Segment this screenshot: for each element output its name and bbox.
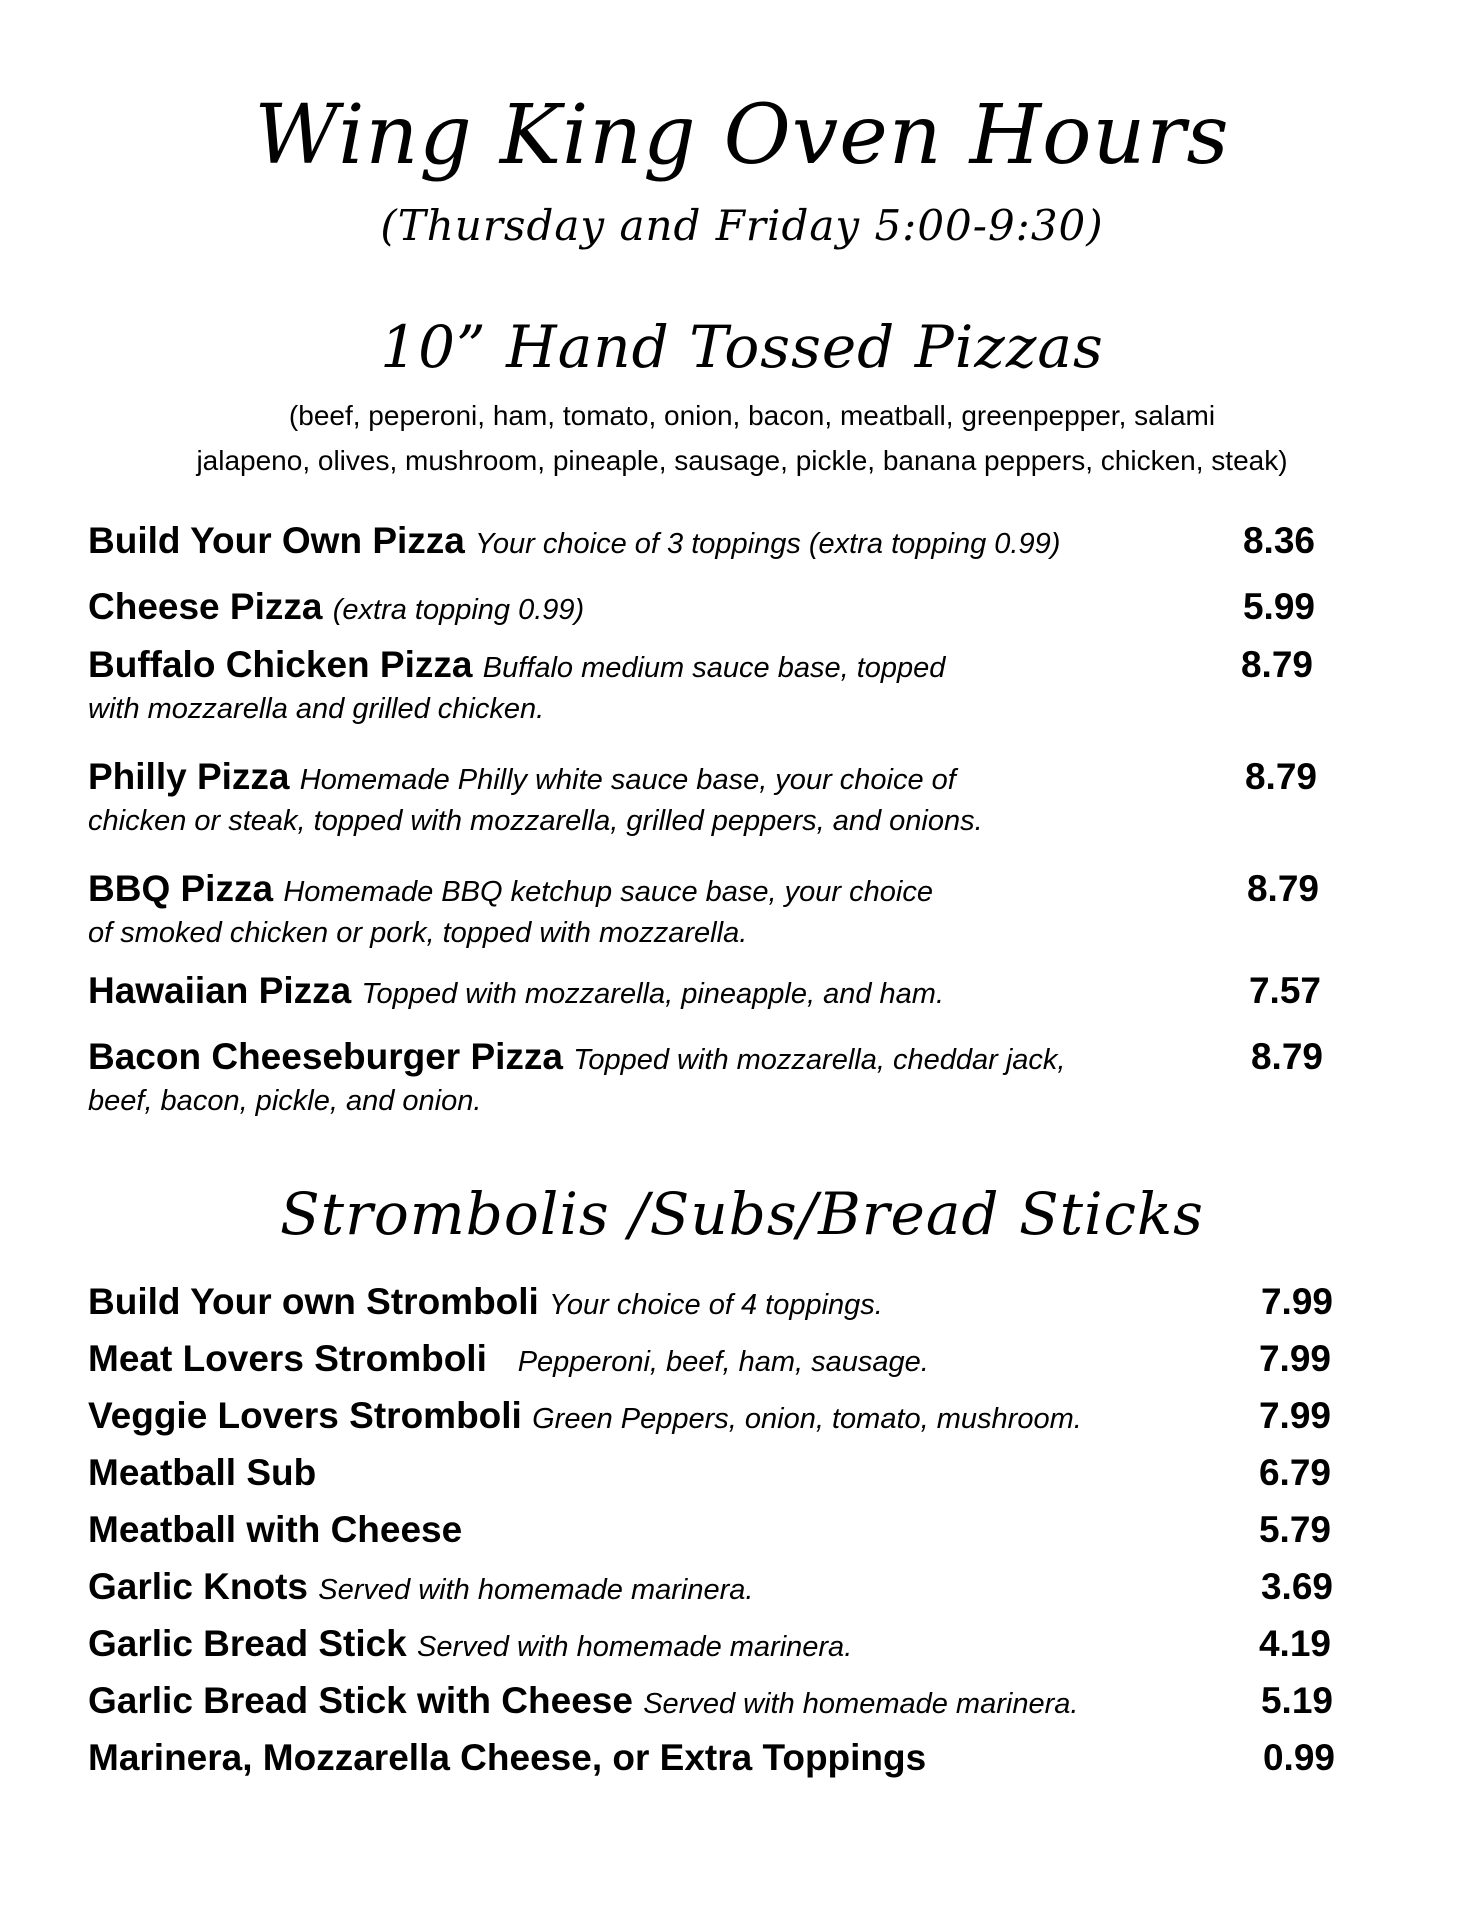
item-price: 0.99 (1262, 1737, 1335, 1778)
item-description: Homemade BBQ ketchup sauce base, your choice (283, 876, 933, 908)
item-name: Meatball with Cheese (88, 1509, 463, 1550)
menu-item-build-your-own-pizza (88, 520, 1138, 563)
pizza-section-heading: 10” Hand Tossed Pizzas (380, 313, 1104, 381)
menu-item-build-your-own-stromboli (88, 1281, 1138, 1324)
item-description-continued: beef, bacon, pickle, and onion. (88, 1084, 482, 1117)
item-price: 8.79 (1240, 644, 1313, 685)
item-name: Bacon Cheeseburger Pizza (88, 1036, 563, 1077)
item-description-continued: with mozzarella and grilled chicken. (88, 692, 545, 725)
item-price: 7.99 (1258, 1338, 1331, 1379)
item-description: Pepperoni, beef, ham, sausage. (517, 1346, 929, 1378)
item-name: Garlic Knots (88, 1566, 308, 1607)
item-price: 6.79 (1258, 1452, 1331, 1493)
item-price: 5.79 (1258, 1509, 1331, 1550)
menu-item-extras (88, 1737, 1138, 1780)
menu-item-philly-pizza (88, 756, 1138, 838)
item-description-continued: of smoked chicken or pork, topped with mozzarella. (88, 916, 748, 949)
item-name: Meat Lovers Stromboli (88, 1338, 487, 1379)
item-description: Topped with mozzarella, pineapple, and ham. (361, 978, 945, 1010)
item-name: Marinera, Mozzarella Cheese, or Extra Toppings (88, 1737, 927, 1778)
item-name: Garlic Bread Stick with Cheese (88, 1680, 633, 1721)
menu-item-garlic-bread-stick (88, 1623, 1138, 1666)
item-description: Your choice of 3 toppings (extra topping 0.99) (475, 528, 1061, 560)
menu-item-buffalo-chicken-pizza (88, 644, 1138, 726)
menu-item-garlic-bread-stick-with-cheese (88, 1680, 1138, 1723)
item-name: Cheese Pizza (88, 586, 323, 627)
item-name: Meatball Sub (88, 1452, 317, 1493)
menu-item-bbq-pizza (88, 868, 1138, 950)
item-name: Philly Pizza (88, 756, 290, 797)
menu-item-hawaiian-pizza (88, 970, 1138, 1013)
item-price: 5.19 (1260, 1680, 1333, 1721)
item-name: BBQ Pizza (88, 868, 274, 909)
menu-item-cheese-pizza (88, 586, 1138, 629)
toppings-list-line-2: jalapeno, olives, mushroom, pineaple, sausage, pickle, banana peppers, chicken, steak) (196, 445, 1288, 476)
strombolis-section-heading: Strombolis /Subs/Bread Sticks (280, 1180, 1204, 1248)
item-price: 8.36 (1242, 520, 1315, 561)
item-description: Homemade Philly white sauce base, your choice of (299, 764, 956, 796)
item-name: Buffalo Chicken Pizza (88, 644, 473, 685)
item-price: 3.69 (1260, 1566, 1333, 1607)
item-description: Green Peppers, onion, tomato, mushroom. (532, 1403, 1082, 1435)
item-price: 8.79 (1246, 868, 1319, 909)
item-name: Garlic Bread Stick (88, 1623, 407, 1664)
item-description: Buffalo medium sauce base, topped (482, 652, 946, 684)
hours-subtitle: (Thursday and Friday 5:00-9:30) (380, 201, 1104, 250)
menu-item-bacon-cheeseburger-pizza (88, 1036, 1138, 1118)
item-price: 7.99 (1258, 1395, 1331, 1436)
item-price: 4.19 (1258, 1623, 1331, 1664)
item-description: Topped with mozzarella, cheddar jack, (573, 1044, 1066, 1076)
item-description: Served with homemade marinera. (417, 1631, 853, 1663)
item-price: 8.79 (1244, 756, 1317, 797)
menu-item-meatball-with-cheese (88, 1509, 1138, 1552)
item-description: (extra topping 0.99) (332, 594, 585, 626)
item-description: Your choice of 4 toppings. (549, 1289, 883, 1321)
page-title: Wing King Oven Hours (254, 88, 1230, 183)
item-description: Served with homemade marinera. (318, 1574, 754, 1606)
item-name: Build Your Own Pizza (88, 520, 465, 561)
menu-item-garlic-knots (88, 1566, 1138, 1609)
item-name: Veggie Lovers Stromboli (88, 1395, 522, 1436)
menu-item-meatball-sub (88, 1452, 1138, 1495)
item-name: Hawaiian Pizza (88, 970, 352, 1011)
menu-item-meat-lovers-stromboli (88, 1338, 1138, 1381)
menu-item-veggie-lovers-stromboli (88, 1395, 1138, 1438)
toppings-list-line-1: (beef, peperoni, ham, tomato, onion, bacon, meatball, greenpepper, salami (288, 400, 1216, 431)
item-description-continued: chicken or steak, topped with mozzarella, grilled peppers, and onions. (88, 804, 983, 837)
item-price: 8.79 (1250, 1036, 1323, 1077)
item-description: Served with homemade marinera. (643, 1688, 1079, 1720)
item-price: 7.57 (1248, 970, 1321, 1011)
item-price: 5.99 (1242, 586, 1315, 627)
item-price: 7.99 (1260, 1281, 1333, 1322)
item-name: Build Your own Stromboli (88, 1281, 539, 1322)
